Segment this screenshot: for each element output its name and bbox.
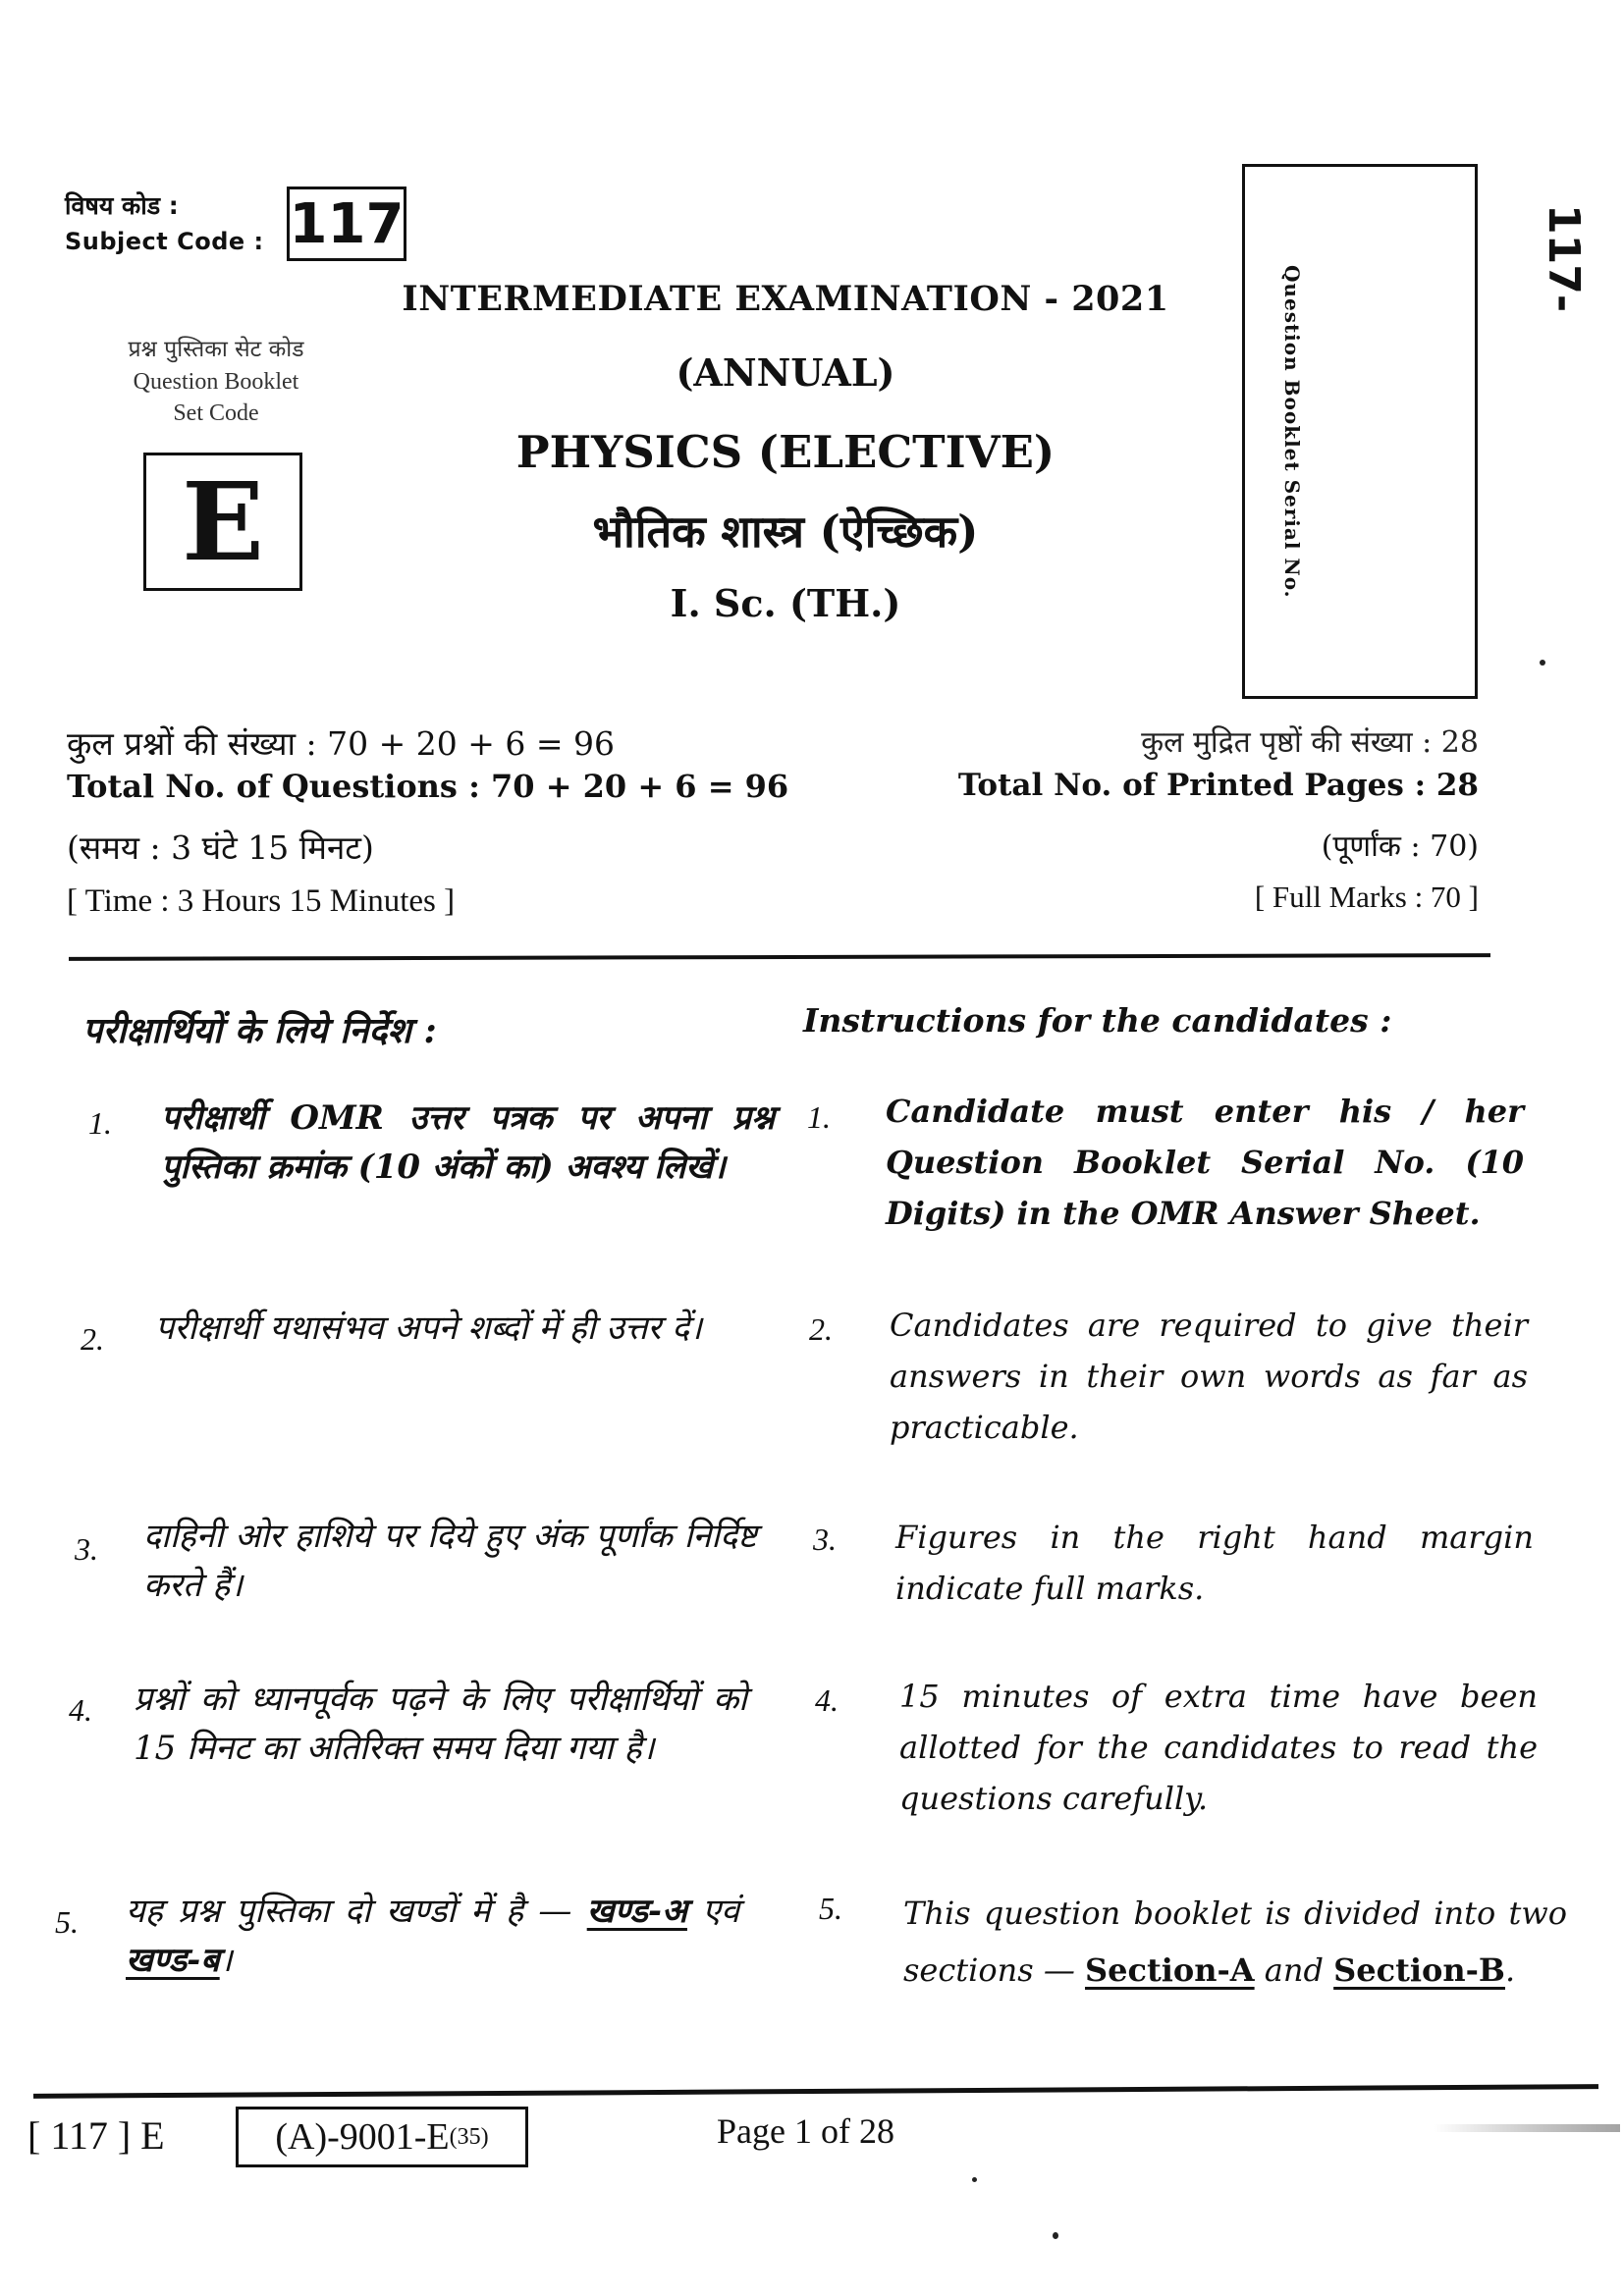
course-title: I. Sc. (TH.) (670, 581, 901, 625)
scan-speck (1053, 2232, 1058, 2239)
end-hi: । (219, 1941, 233, 1980)
set-code-label-en-line2: Set Code (173, 400, 259, 426)
instruction-en: Candidate must enter his / her Question Booklet Serial No. (10 Digits) in the OMR Answer Sheet. (886, 1093, 1524, 1232)
item-number-hi: 3. (75, 1531, 98, 1567)
divider-bottom (33, 2084, 1598, 2099)
item-number-en: 4. (815, 1682, 839, 1718)
item-number-hi: 1. (88, 1105, 112, 1141)
set-code-label-en-line1: Question Booklet (133, 369, 299, 395)
serial-number-label: Question Booklet Serial No. (1280, 265, 1304, 599)
total-questions-hi: कुल प्रश्नों की संख्या : 70 + 20 + 6 = 96 (67, 724, 615, 763)
instruction-en-prefix: This question booklet is divided into two sections — (903, 1895, 1567, 1989)
subject-title-hi: भौतिक शास्त्र (ऐच्छिक) (592, 506, 979, 558)
item-number-en: 3. (813, 1522, 837, 1557)
item-number-en: 5. (819, 1891, 842, 1926)
set-code-label-hi: प्रश्न पुस्तिका सेट कोड (128, 337, 304, 362)
scan-smudge (1434, 2124, 1620, 2132)
instruction-hi (126, 1887, 739, 1985)
time-hi: (समय : 3 घंटे 15 मिनट) (67, 828, 374, 867)
instruction-hi: दाहिनी ओर हाशिये पर दिये हुए अंक पूर्णांक निर्दिष्ट करते हैं। (143, 1517, 757, 1605)
item-number-en: 2. (809, 1311, 833, 1347)
instruction-en: Figures in the right hand margin indicate full marks. (895, 1519, 1534, 1607)
subject-code-box: 117 (287, 187, 406, 261)
footer-box-code-suffix: (35) (449, 2123, 489, 2150)
footer-box-code (236, 2107, 528, 2167)
time-en: [ Time : 3 Hours 15 Minutes ] (67, 883, 456, 919)
and-hi: एवं (702, 1892, 739, 1931)
total-pages-hi: कुल मुद्रित पृष्ठों की संख्या : 28 (1141, 725, 1479, 760)
page-number: Page 1 of 28 (717, 2111, 894, 2151)
item-number-hi: 5. (55, 1904, 79, 1940)
scan-speck (1540, 660, 1545, 666)
full-marks-hi: (पूर्णांक : 70) (1321, 829, 1479, 864)
instruction-en (903, 1885, 1567, 1999)
section-a-en: Section-A (1085, 1951, 1255, 1989)
item-number-en: 1. (807, 1099, 831, 1135)
section-b-en: Section-B (1333, 1951, 1505, 1989)
full-marks-en: [ Full Marks : 70 ] (1254, 880, 1479, 914)
exam-type: (ANNUAL) (676, 350, 895, 395)
subject-code-label-en: Subject Code : (65, 228, 264, 255)
item-number-hi: 4. (69, 1692, 92, 1728)
instruction-hi: प्रश्नों को ध्यानपूर्वक पढ़ने के लिए परीक्षार्थियों को 15 मिनट का अतिरिक्त समय दिया गया है। (134, 1680, 747, 1768)
instructions-heading-hi: परीक्षार्थियों के लिये निर्देश : (82, 1010, 437, 1051)
footer-box-code-main: (A)-9001-E (275, 2116, 450, 2158)
instruction-hi: परीक्षार्थी यथासंभव अपने शब्दों में ही उत्तर दें। (155, 1308, 703, 1348)
set-code-box: E (143, 453, 302, 591)
serial-number-box (1242, 164, 1589, 699)
section-a-hi: खण्ड-अ (586, 1892, 687, 1931)
instruction-hi: परीक्षार्थी OMR उत्तर पत्रक पर अपना प्रश्न पुस्तिका क्रमांक (10 अंकों का) अवश्य लिखें। (161, 1098, 775, 1187)
instruction-en: Candidates are required to give their answers in their own words as far as practicable. (890, 1307, 1528, 1446)
scan-speck (972, 2177, 977, 2182)
footer-code: [ 117 ] E (27, 2113, 165, 2158)
instructions-heading-en: Instructions for the candidates : (803, 1001, 1392, 1040)
instruction-hi-prefix: यह प्रश्न पुस्तिका दो खण्डों में है — (126, 1892, 572, 1931)
item-number-hi: 2. (81, 1321, 104, 1357)
exam-title: INTERMEDIATE EXAMINATION - 2021 (402, 279, 1169, 319)
section-b-hi: खण्ड-ब (126, 1941, 220, 1980)
subject-title-en: PHYSICS (ELECTIVE) (515, 426, 1056, 478)
serial-number-value: 117- (1539, 204, 1589, 313)
instruction-en: 15 minutes of extra time have been allotted for the candidates to read the questions carefully. (899, 1678, 1538, 1817)
total-questions-en: Total No. of Questions : 70 + 20 + 6 = 96 (67, 768, 789, 805)
and-en: and (1264, 1951, 1324, 1989)
divider-top (69, 953, 1490, 961)
subject-code-label-hi: विषय कोड : (65, 191, 179, 220)
total-pages-en: Total No. of Printed Pages : 28 (957, 768, 1479, 803)
end-en: . (1504, 1951, 1516, 1989)
